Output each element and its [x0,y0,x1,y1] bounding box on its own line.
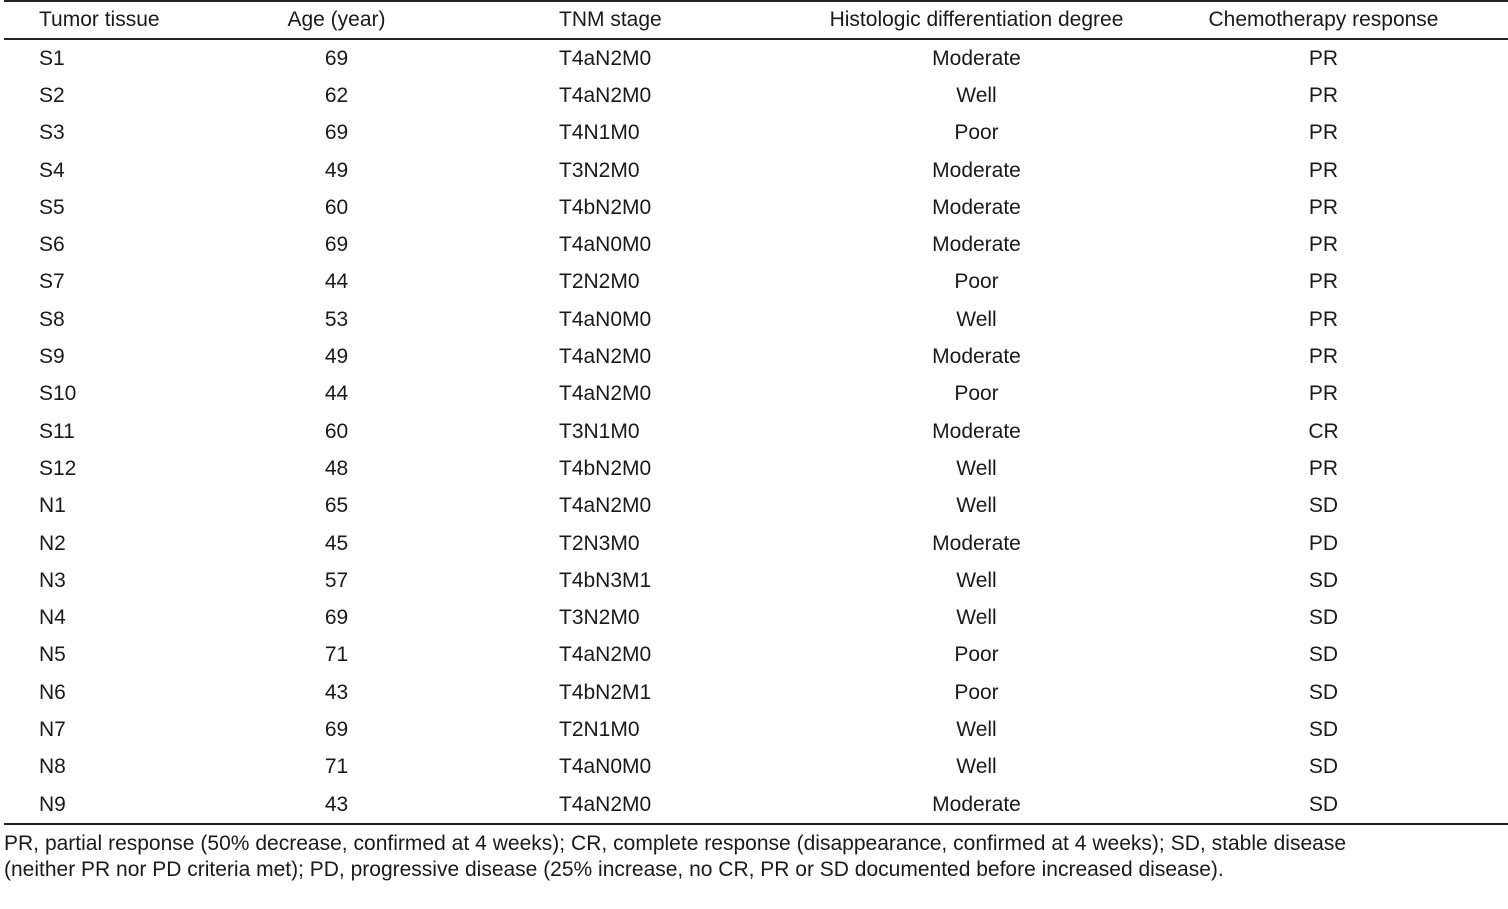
header-tnm-stage: TNM stage [434,1,814,39]
cell-age: 69 [324,606,349,630]
cell-tnm-stage: T2N3M0 [559,531,640,555]
cell-differentiation: Poor [954,270,999,294]
cell-differentiation: Poor [954,382,999,406]
cell-differentiation: Well [956,755,997,779]
cell-differentiation: Poor [954,121,999,145]
cell-response: PR [1308,195,1339,219]
cell-tnm-stage: T4N1M0 [559,121,640,145]
header-age: Age (year) [239,1,434,39]
header-row [4,1,1508,39]
cell-tnm-stage: T4bN3M1 [559,568,652,592]
cell-differentiation: Poor [954,680,999,704]
cell-tumor-tissue: S9 [39,345,65,369]
cell-age: 44 [324,270,349,294]
cell-tumor-tissue: N2 [39,531,66,555]
cell-age: 69 [324,717,349,741]
cell-tumor-tissue: S1 [39,46,65,70]
cell-differentiation: Moderate [932,531,1021,555]
table-row [4,674,1508,711]
cell-tnm-stage: T3N2M0 [559,606,640,630]
cell-response: SD [1308,717,1339,741]
cell-tumor-tissue: N9 [4,786,239,824]
table-row [4,376,1508,413]
cell-response: PR [1308,83,1339,107]
cell-tnm-stage: T4bN2M0 [559,195,652,219]
cell-age: 49 [324,345,349,369]
table-body [4,39,1508,824]
cell-age: 71 [324,643,349,667]
cell-response: SD [1308,680,1339,704]
cell-tumor-tissue: S10 [39,382,77,406]
cell-age: 48 [324,456,349,480]
table-row [4,189,1508,226]
table-row [4,264,1508,301]
cell-tumor-tissue: N8 [39,755,66,779]
table-row [4,562,1508,599]
table-row [4,525,1508,562]
cell-age: 69 [324,233,349,257]
cell-age: 62 [324,83,349,107]
cell-differentiation: Moderate [932,195,1021,219]
cell-tumor-tissue: S4 [39,158,65,182]
cell-response: PR [1308,270,1339,294]
cell-tumor-tissue: N7 [39,717,66,741]
cell-tnm-stage: T4aN2M0 [559,345,652,369]
cell-tumor-tissue: S8 [39,307,65,331]
cell-tnm-stage: T4aN0M0 [559,233,652,257]
cell-differentiation: Poor [954,643,999,667]
table-row [4,749,1508,786]
cell-response: PR [1308,345,1339,369]
cell-tnm-stage: T4aN0M0 [559,755,652,779]
header-chemotherapy-response: Chemotherapy response [1139,1,1508,39]
cell-differentiation: Moderate [932,46,1021,70]
cell-differentiation: Well [956,568,997,592]
cell-response: CR [1308,419,1339,443]
cell-age: 45 [324,531,349,555]
cell-age: 53 [324,307,349,331]
cell-tnm-stage: T3N2M0 [559,158,640,182]
cell-response: SD [1308,755,1339,779]
table-row [4,488,1508,525]
cell-tnm-stage: T4aN2M0 [559,46,652,70]
cell-age: 69 [324,121,349,145]
patient-characteristics-table [4,0,1508,825]
cell-age: 71 [324,755,349,779]
cell-tnm-stage: T4bN2M1 [559,680,652,704]
cell-tnm-stage: T4aN2M0 [434,786,814,824]
cell-response: PR [1308,456,1339,480]
cell-tumor-tissue: S11 [39,419,75,443]
cell-tumor-tissue: N5 [39,643,66,667]
table-row [4,450,1508,487]
cell-tnm-stage: T4bN2M0 [559,456,652,480]
cell-tumor-tissue: S7 [39,270,65,294]
cell-response: SD [1308,568,1339,592]
cell-tumor-tissue: S3 [39,121,65,145]
cell-differentiation: Moderate [932,345,1021,369]
cell-response: PR [1308,233,1339,257]
cell-response: PR [1308,158,1339,182]
cell-age: 60 [324,419,349,443]
table-header [4,1,1508,39]
cell-age: 65 [324,494,349,518]
table-row [4,226,1508,263]
cell-differentiation: Moderate [814,786,1139,824]
cell-differentiation: Well [956,83,997,107]
table-row [4,599,1508,636]
table-row [4,39,1508,77]
cell-tumor-tissue: N6 [39,680,66,704]
cell-tnm-stage: T4aN2M0 [559,643,652,667]
header-histologic-differentiation: Histologic differentiation degree [814,1,1139,39]
table-row [4,786,1508,824]
cell-age: 43 [239,786,434,824]
table-row [4,115,1508,152]
cell-tumor-tissue: S2 [39,83,65,107]
cell-response: SD [1308,643,1339,667]
cell-response: SD [1139,786,1508,824]
table-row [4,338,1508,375]
cell-tumor-tissue: N3 [39,568,66,592]
table-row [4,77,1508,114]
cell-tnm-stage: T4aN2M0 [559,382,652,406]
cell-response: PR [1308,307,1339,331]
cell-tumor-tissue: S12 [39,456,77,480]
cell-differentiation: Well [956,494,997,518]
cell-age: 49 [324,158,349,182]
cell-age: 69 [324,46,349,70]
table-row [4,711,1508,748]
cell-tnm-stage: T2N1M0 [559,717,640,741]
table-row [4,637,1508,674]
cell-differentiation: Moderate [932,233,1021,257]
cell-age: 44 [324,382,349,406]
cell-differentiation: Well [956,456,997,480]
cell-tumor-tissue: N1 [39,494,66,518]
table-row [4,301,1508,338]
table-container [4,0,1439,883]
cell-tumor-tissue: N4 [39,606,66,630]
cell-age: 57 [324,568,349,592]
cell-tnm-stage: T4aN2M0 [559,83,652,107]
cell-tnm-stage: T4aN2M0 [559,494,652,518]
cell-age: 60 [324,195,349,219]
table-footnote: PR, partial response (50% decrease, confirmed at 4 weeks); CR, complete response (disappearance, confirmed at 4 weeks); SD, stable disease (neither PR nor PD criteria met); PD, progressive disease (25% increase, no CR, PR or SD documented before increased disease). [4,832,1346,882]
table-row [4,152,1508,189]
cell-age: 43 [324,680,349,704]
cell-response: PD [1308,531,1339,555]
cell-response: PR [1308,121,1339,145]
cell-tnm-stage: T4aN0M0 [559,307,652,331]
cell-response: SD [1308,494,1339,518]
cell-differentiation: Well [956,606,997,630]
cell-response: PR [1308,382,1339,406]
cell-tumor-tissue: S5 [39,195,65,219]
cell-tumor-tissue: S6 [39,233,65,257]
cell-response: SD [1308,606,1339,630]
cell-differentiation: Well [956,717,997,741]
cell-response: PR [1308,46,1339,70]
cell-differentiation: Well [956,307,997,331]
cell-tnm-stage: T2N2M0 [559,270,640,294]
header-tumor-tissue: Tumor tissue [4,1,239,39]
cell-differentiation: Moderate [932,158,1021,182]
table-row [4,413,1508,450]
cell-differentiation: Moderate [932,419,1021,443]
cell-tnm-stage: T3N1M0 [559,419,640,443]
